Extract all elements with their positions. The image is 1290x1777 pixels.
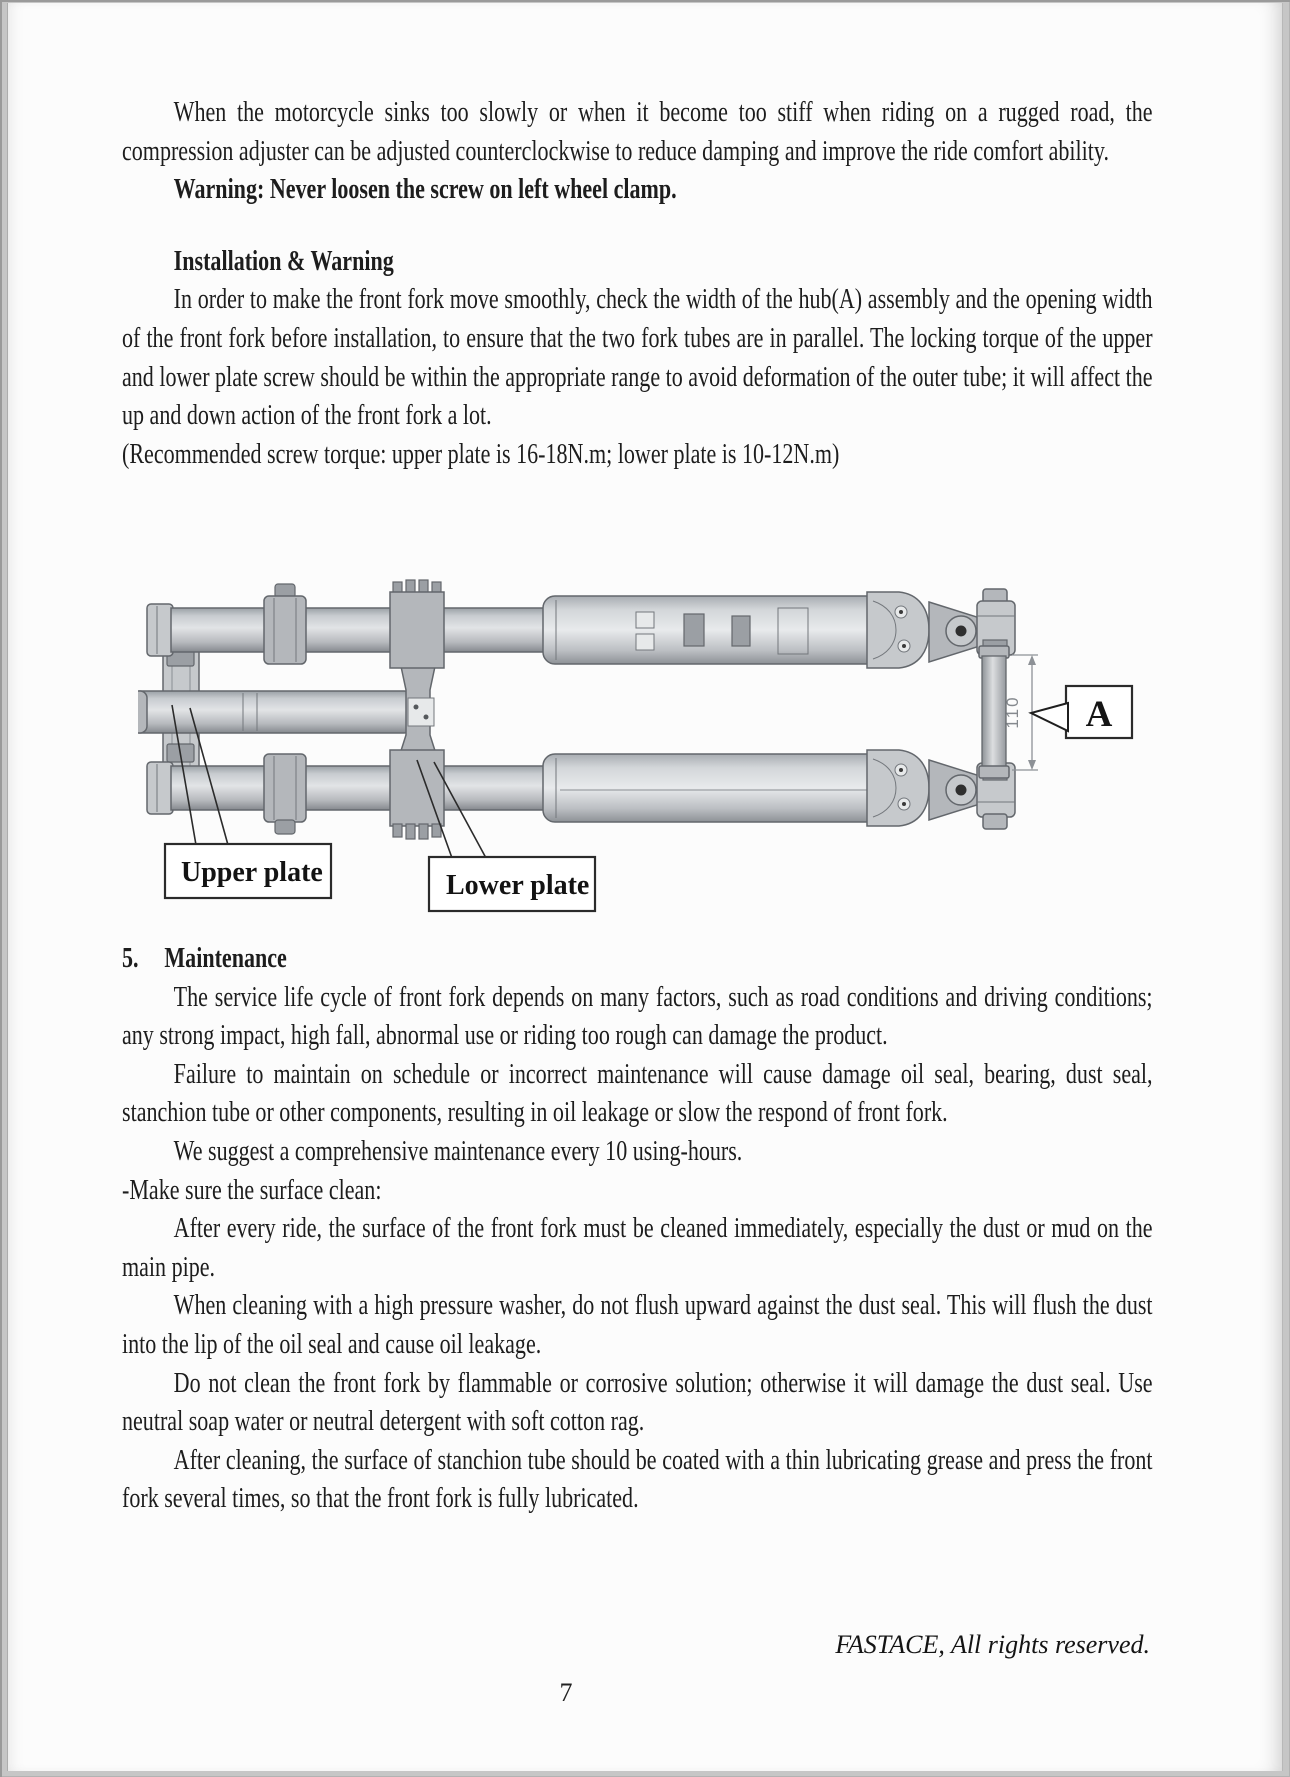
maintenance-paragraph-8: After cleaning, the surface of stanchion tube should be coated with a thin lubricating grease and press the front fork several times, so that the front fork is fully lubricated. — [122, 1443, 1153, 1515]
installation-heading: Installation & Warning — [173, 244, 394, 277]
intro-text-block — [122, 93, 1153, 473]
warning-line: Warning: Never loosen the screw on left wheel clamp. — [173, 173, 677, 206]
maintenance-paragraph-6: When cleaning with a high pressure washer, do not flush upward against the dust seal. This will flush the dust into the lip of the oil seal and cause oil leakage. — [122, 1289, 1153, 1360]
intro-paragraph: When the motorcycle sinks too slowly or when it become too stiff when riding on a rugged road, the compression adjuster can be adjusted counterclockwise to reduce damping and improve the ride comfort ability. — [122, 96, 1153, 167]
upper-plate-label-text: Upper plate — [181, 857, 323, 888]
dimension-110-text: 110 — [1003, 695, 1022, 729]
maintenance-paragraph-5: After every ride, the surface of the front fork must be cleaned immediately, especially the dust or mud on the main pipe. — [122, 1212, 1153, 1283]
maintenance-paragraph-7: Do not clean the front fork by flammable or corrosive solution; otherwise it will damage the dust seal. Use neutral soap water or neutral detergent with soft cotton rag. — [122, 1366, 1153, 1438]
callout-a-text: A — [1085, 694, 1113, 735]
copyright-notice: FASTACE, All rights reserved. — [835, 1630, 1150, 1659]
top-fork-tube — [147, 580, 1015, 668]
adjuster-window — [636, 612, 654, 628]
maintenance-section-number: 5. — [122, 942, 139, 974]
page-number: 7 — [559, 1678, 573, 1707]
document-page — [8, 3, 1282, 1771]
installation-paragraph: In order to make the front fork move smoothly, check the width of the hub(A) assembly and the opening width of the front fork before installation, to ensure that the two fork tubes are in parallel. The locking torque of the upper and lower plate screw should be within the appropriate range to avoid deformation of the outer tube; it will affect the up and down action of the front fork a lot. — [122, 283, 1153, 432]
maintenance-heading: Maintenance — [164, 942, 287, 974]
front-fork-diagram — [138, 574, 1144, 920]
maintenance-heading-row — [122, 939, 1153, 978]
callout-a-pointer — [1031, 703, 1068, 731]
maintenance-paragraph-2: Failure to maintain on schedule or incorrect maintenance will cause damage oil seal, bearing, dust seal, stanchion tube or other components, resulting in oil leakage or slow the respond of front fork. — [122, 1057, 1153, 1129]
torque-note: (Recommended screw torque: upper plate is 16-18N.m; lower plate is 10-12N.m) — [122, 437, 840, 470]
maintenance-paragraph-3: We suggest a comprehensive maintenance every 10 using-hours. — [173, 1134, 743, 1167]
front-fork-figure — [138, 574, 1144, 920]
callout-a — [1031, 686, 1132, 738]
maintenance-paragraph-4: -Make sure the surface clean: — [122, 1173, 382, 1206]
maintenance-paragraph-1: The service life cycle of front fork depends on many factors, such as road conditions and driving conditions; any strong impact, high fall, abnormal use or riding too rough can damage the product. — [122, 980, 1153, 1052]
lower-plate-label-text: Lower plate — [446, 870, 590, 901]
steering-stem — [138, 691, 413, 733]
maintenance-text-block — [122, 939, 1153, 1518]
bottom-fork-tube — [147, 750, 1015, 839]
